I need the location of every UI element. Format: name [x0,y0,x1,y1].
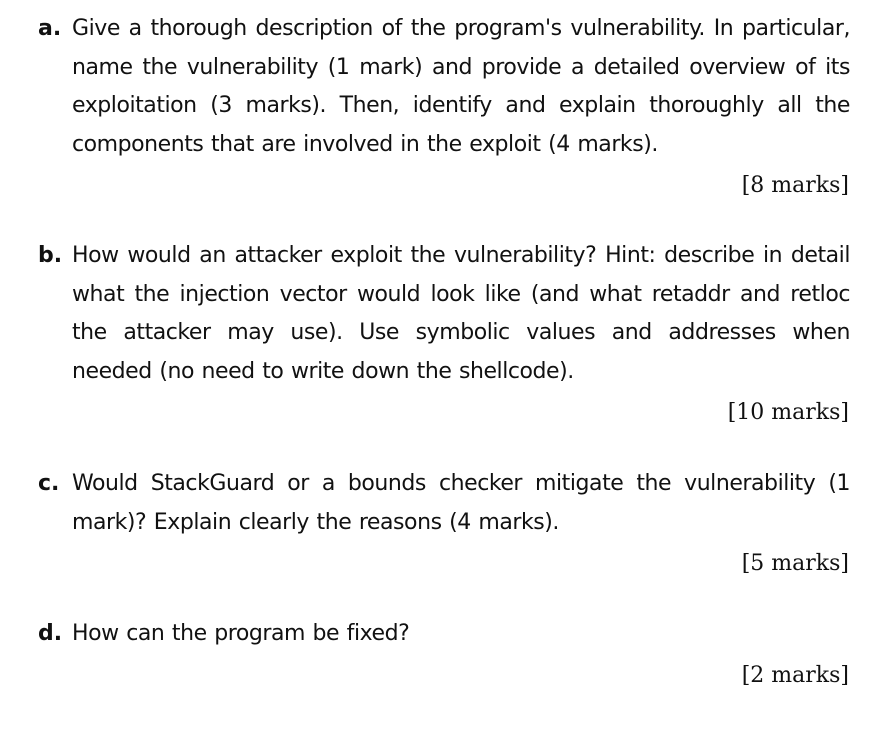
question-a-text: Give a thorough description of the program's vulnerability. In particular, name the vulnerability (1 mark) and provide a detailed overview of its exploitation (3 marks). Then, identify and explain thoroughly all the components that are involved in the exploit (4 marks). [72,16,850,157]
question-b [38,237,850,428]
question-c-letter: c. [38,471,60,496]
question-d-row [38,615,850,654]
question-d [38,615,850,691]
question-d-marks: [2 marks] [741,662,849,688]
question-b-row [38,237,850,391]
question-a-marks: [8 marks] [741,173,849,198]
question-b-letter: b. [38,243,63,268]
question-d-text: How can the program be fixed? [72,621,410,646]
question-c-row [38,465,850,542]
question-b-text: How would an attacker exploit the vulnerability? Hint: describe in detail what the injection vector would look like (and what retaddr and retloc the attacker may use). Use symbolic values and addresses when needed (no need to write down the shellcode). [72,243,850,384]
question-a [38,10,850,201]
question-c-marks: [5 marks] [741,551,849,576]
question-d-letter: d. [38,621,63,646]
question-a-letter: a. [38,16,62,41]
question-a-row [38,10,850,164]
question-c [38,465,850,579]
question-b-marks: [10 marks] [727,400,849,425]
question-c-text: Would StackGuard or a bounds checker mitigate the vulnerability (1 mark)? Explain clearly the reasons (4 marks). [72,471,850,535]
